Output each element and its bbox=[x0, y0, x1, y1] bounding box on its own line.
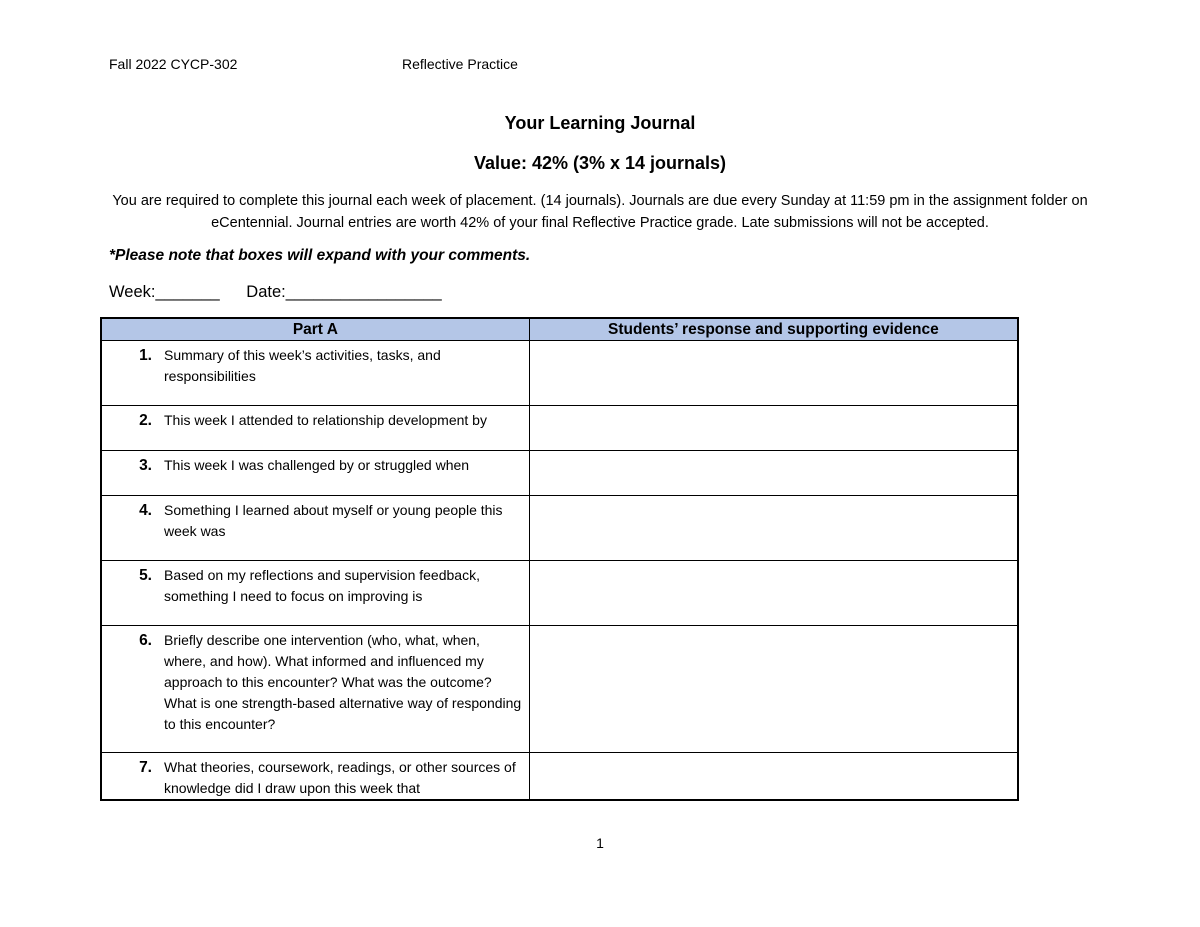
question-text: Briefly describe one intervention (who, what, when, where, and how). What informed and influenced my approach to this encounter? What was the outcome? What is one strength-based alternative way of responding to this encounter? bbox=[164, 632, 522, 732]
response-cell[interactable] bbox=[529, 451, 1018, 496]
question-cell bbox=[101, 753, 529, 801]
table-header-row bbox=[101, 318, 1018, 341]
expand-note: *Please note that boxes will expand with your comments. bbox=[109, 247, 531, 264]
question-number: 5. bbox=[139, 567, 152, 584]
table-row bbox=[101, 406, 1018, 451]
question-text: This week I was challenged by or struggled when bbox=[164, 457, 470, 473]
table-row bbox=[101, 451, 1018, 496]
date-field[interactable]: Date:_________________ bbox=[246, 283, 442, 301]
page-number: 1 bbox=[596, 835, 604, 851]
journal-table bbox=[100, 317, 1019, 801]
question-text: What theories, coursework, readings, or other sources of knowledge did I draw upon this week that bbox=[164, 759, 516, 796]
question-text: Summary of this week’s activities, tasks, and responsibilities bbox=[164, 347, 441, 384]
response-cell[interactable] bbox=[529, 626, 1018, 753]
question-number: 1. bbox=[139, 347, 152, 364]
value-line: Value: 42% (3% x 14 journals) bbox=[473, 153, 727, 173]
response-cell[interactable] bbox=[529, 341, 1018, 406]
question-cell bbox=[101, 496, 529, 561]
subject-header: Reflective Practice bbox=[402, 56, 518, 72]
intro-paragraph: You are required to complete this journal each week of placement. (14 journals). Journals are due every Sunday at 11:59 pm in the assignment folder on eCentennial. Journal entries are worth 42% of your final Reflective Practice grade. Late submissions will not be accepted. bbox=[112, 193, 1088, 231]
table-row bbox=[101, 561, 1018, 626]
table-row bbox=[101, 496, 1018, 561]
question-number: 2. bbox=[139, 412, 152, 429]
response-cell[interactable] bbox=[529, 753, 1018, 801]
question-text: Based on my reflections and supervision feedback, something I need to focus on improving is bbox=[164, 567, 480, 604]
column-header-response: Students’ response and supporting evidence bbox=[529, 318, 1018, 341]
response-cell[interactable] bbox=[529, 561, 1018, 626]
question-cell bbox=[101, 561, 529, 626]
question-number: 3. bbox=[139, 457, 152, 474]
question-cell bbox=[101, 626, 529, 753]
week-field[interactable]: Week:_______ bbox=[109, 283, 220, 301]
table-row bbox=[101, 626, 1018, 753]
question-number: 6. bbox=[139, 632, 152, 649]
column-header-part-a: Part A bbox=[101, 318, 529, 341]
question-number: 4. bbox=[139, 502, 152, 519]
question-cell bbox=[101, 341, 529, 406]
question-text: Something I learned about myself or young people this week was bbox=[164, 502, 503, 539]
question-cell bbox=[101, 406, 529, 451]
question-number: 7. bbox=[139, 759, 152, 776]
question-text: This week I attended to relationship development by bbox=[164, 412, 487, 428]
week-date-line bbox=[109, 283, 464, 302]
response-cell[interactable] bbox=[529, 406, 1018, 451]
question-cell bbox=[101, 451, 529, 496]
response-cell[interactable] bbox=[529, 496, 1018, 561]
page-title: Your Learning Journal bbox=[504, 113, 696, 133]
course-header: Fall 2022 CYCP-302 bbox=[109, 56, 238, 72]
table-row bbox=[101, 341, 1018, 406]
table-row bbox=[101, 753, 1018, 801]
